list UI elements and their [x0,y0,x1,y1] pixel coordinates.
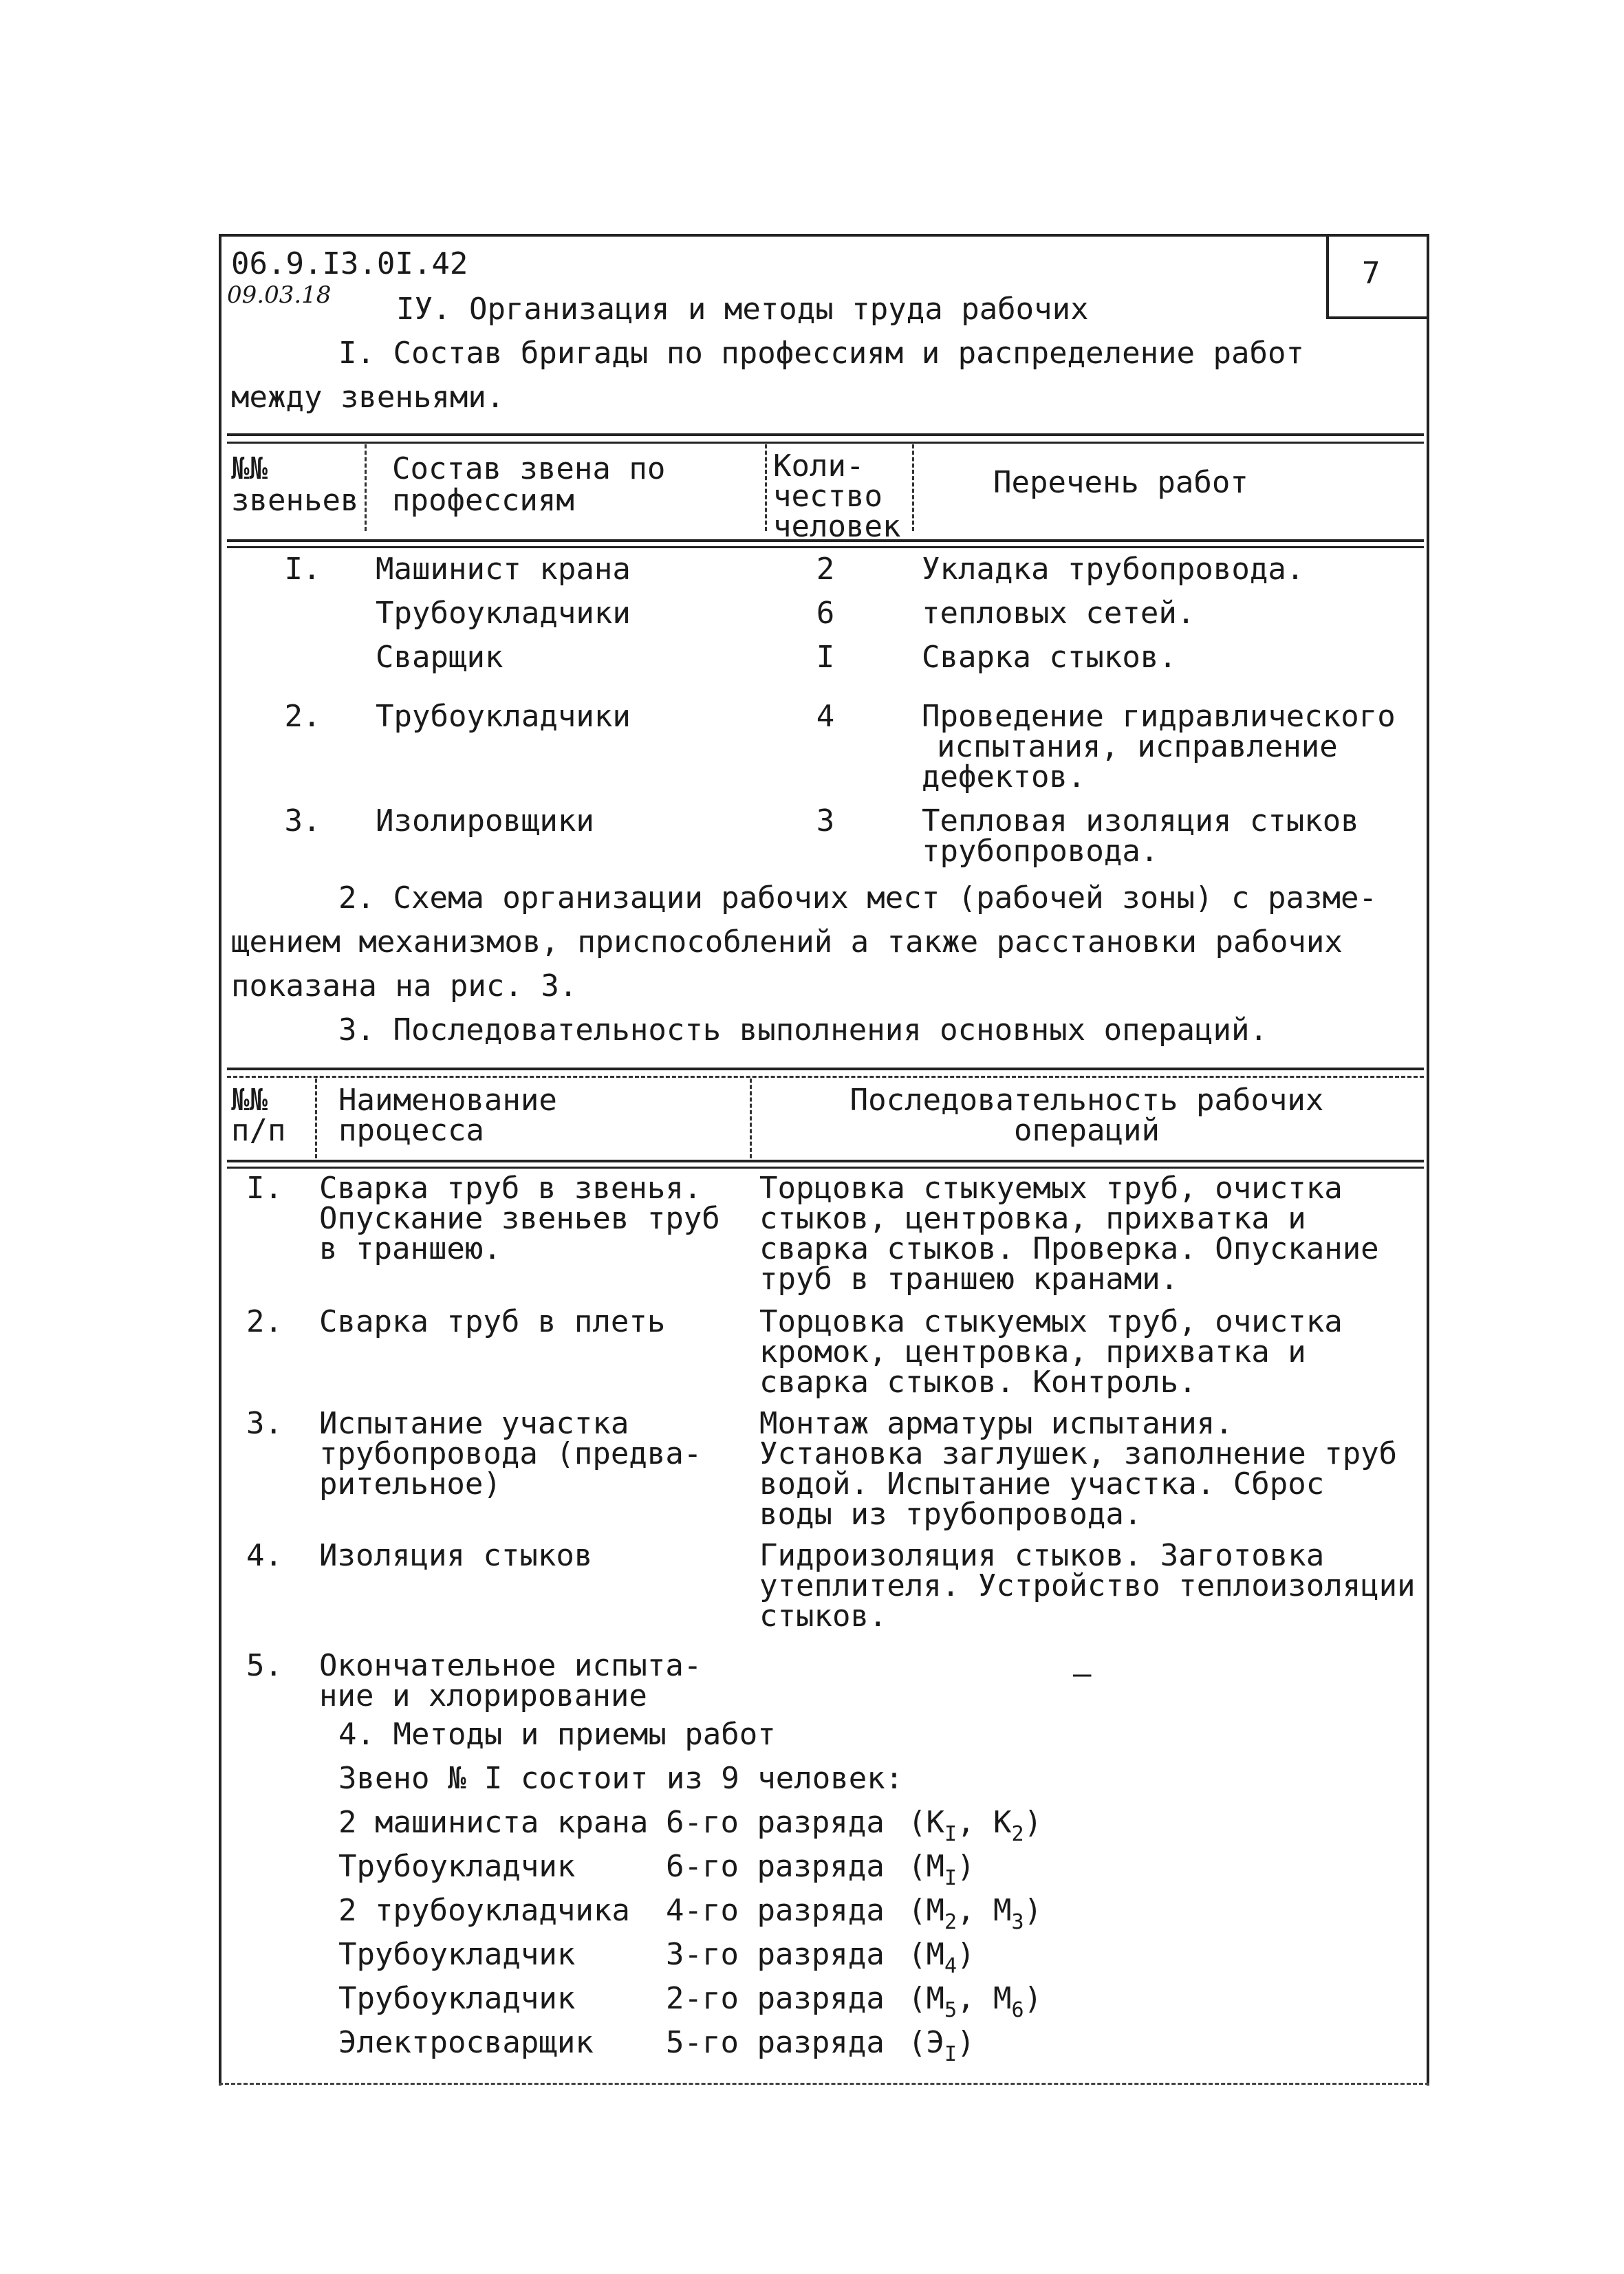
worker-grade: 5-го разряда [666,2025,885,2060]
table1-top-rule [227,433,1424,436]
table2-cell-ops-l2: утеплителя. Устройство теплоизоляции [759,1568,1416,1603]
para4-title: 4. Методы и приемы работ [338,1717,776,1752]
table1-cell-work-l2: трубопровода. [922,834,1159,869]
table1-header-rule-2 [227,546,1424,548]
worker-code: ($М_2$, $М_3$) [908,1893,1043,1934]
table2-cell-process-l1: Испытание участка [319,1406,629,1441]
table2-cell-process-l1: Изоляция стыков [319,1538,593,1573]
table1-col-divider-2 [765,444,767,531]
table2-cell-ops-l4: труб в траншею кранами. [759,1261,1179,1297]
handwritten-date: 09.03.18 [227,281,332,309]
table1-cell-work-l1: Проведение гидравлического [922,699,1396,734]
table1-cell-profession: Сварщик [376,640,504,675]
table1-cell-num: 3. [284,803,321,838]
table1-cell-work-l3: дефектов. [922,759,1086,794]
table2-cell-ops-l3: водой. Испытание участка. Сброс [759,1466,1325,1502]
worker-who: Трубоукладчик [338,1937,576,1972]
table2-cell-num: 2. [246,1304,283,1339]
worker-who: Трубоукладчик [338,1981,576,2016]
worker-grade: 6-го разряда [666,1805,885,1840]
table1-header-num-l1: №№ [231,451,268,486]
page-number: 7 [1362,256,1381,291]
table1-header-rule [227,539,1424,542]
table1-col-divider-1 [365,444,367,531]
worker-grade: 6-го разряда [666,1849,885,1884]
worker-code: ($К_I$, $К_2$) [908,1805,1043,1846]
table1-cell-count: I [816,640,835,675]
para3-heading: 3. Последовательность выполнения основных операций. [338,1013,1268,1048]
worker-who: Электросварщик [338,2025,594,2060]
table2-cell-process-l1: Сварка труб в звенья. [319,1171,702,1206]
table1-cell-profession: Трубоукладчики [376,699,631,734]
table2-cell-ops-l1: Торцовка стыкуемых труб, очистка [759,1304,1343,1339]
table2-cell-ops-l2: стыков, центровка, прихватка и [759,1201,1306,1236]
table2-header-proc-l1: Наименование [338,1083,557,1118]
table1-cell-work-l2: испытания, исправление [937,729,1338,764]
worker-who: 2 трубоукладчика [338,1893,630,1928]
table2-cell-num: 4. [246,1538,283,1573]
table1-cell-count: 4 [816,699,835,734]
doc-code: 06.9.I3.0I.42 [231,246,468,281]
para2-line1: 2. Схема организации рабочих мест (рабочей зоны) с разме- [338,880,1377,916]
table2-cell-ops-dash: – [1073,1656,1092,1691]
worker-code: $(М_I)$ [908,1849,975,1890]
worker-who: 2 машиниста крана [338,1805,649,1840]
table2-cell-ops-l1: Монтаж арматуры испытания. [759,1406,1233,1441]
table1-header-prof-l2: профессиям [392,483,574,518]
table2-cell-process-l2: ние и хлорирование [319,1678,647,1713]
para2-line3: показана на рис. 3. [231,968,578,1004]
table2-cell-ops-l3: сварка стыков. Контроль. [759,1365,1197,1400]
table2-header-proc-l2: процесса [338,1113,484,1148]
table1-top-rule-2 [227,442,1424,444]
table2-header-ops-l2: операций [1014,1113,1160,1148]
table1-cell-profession: Машинист крана [376,552,631,587]
worker-grade: 4-го разряда [666,1893,885,1928]
para2-line2: щением механизмов, приспособлений а также расстановки рабочих [231,924,1343,960]
table2-cell-num: 5. [246,1648,283,1683]
table2-cell-process-l3: рительное) [319,1466,501,1502]
table1-cell-profession: Изолировщики [376,803,594,838]
table2-cell-ops-l1: Гидроизоляция стыков. Заготовка [759,1538,1325,1573]
table1-header-prof-l1: Состав звена по [392,451,666,486]
worker-who: Трубоукладчик [338,1849,576,1884]
para1-line1: I. Состав бригады по профессиям и распределение работ [338,336,1304,371]
table2-cell-num: 3. [246,1406,283,1441]
table2-header-rule [227,1160,1424,1162]
section-title: IУ. Организация и методы труда рабочих [396,292,1089,327]
table2-header-ops-l1: Последовательность рабочих [849,1083,1324,1118]
table2-cell-process-l1: Сварка труб в плеть [319,1304,666,1339]
table2-cell-num: I. [246,1171,283,1206]
table2-cell-ops-l2: Установка заглушек, заполнение труб [759,1436,1398,1471]
table2-col-divider-2 [750,1079,752,1158]
para1-line2: между звеньями. [231,380,505,415]
table2-cell-process-l2: трубопровода (предва- [319,1436,702,1471]
table1-cell-work: тепловых сетей. [922,596,1195,631]
table2-top-rule-2 [227,1076,1424,1078]
table1-header-count-l2: чество [773,479,883,514]
worker-grade: 3-го разряда [666,1937,885,1972]
table1-cell-work-l1: Тепловая изоляция стыков [922,803,1359,838]
table1-col-divider-3 [912,444,914,531]
para4-intro: Звено № I состоит из 9 человек: [338,1761,904,1796]
table1-cell-count: 3 [816,803,835,838]
table1-header-num-l2: звеньев [231,483,359,518]
table2-cell-ops-l3: сварка стыков. Проверка. Опускание [759,1231,1379,1266]
table2-cell-process-l3: в траншею. [319,1231,501,1266]
table1-cell-num: 2. [284,699,321,734]
table2-cell-ops-l1: Торцовка стыкуемых труб, очистка [759,1171,1343,1206]
table1-header-count-l3: человек [773,509,901,544]
worker-code: ($М_5$, $М_6$) [908,1981,1043,2022]
worker-code: $(Э_I)$ [908,2025,975,2066]
table2-cell-ops-l3: стыков. [759,1599,887,1634]
table1-cell-work: Укладка трубопровода. [922,552,1305,587]
table2-col-divider-1 [315,1079,317,1158]
worker-grade: 2-го разряда [666,1981,885,2016]
table1-header-works: Перечень работ [993,465,1248,500]
table1-cell-count: 2 [816,552,835,587]
worker-code: $(М_4)$ [908,1937,975,1978]
table2-header-num-l2: п/п [231,1113,286,1148]
table2-header-rule-2 [227,1167,1424,1169]
table1-header-count-l1: Коли- [773,448,865,484]
table1-cell-num: I. [284,552,321,587]
table2-cell-process-l2: Опускание звеньев труб [319,1201,720,1236]
table2-top-rule [227,1068,1424,1070]
table2-header-num-l1: №№ [231,1083,268,1118]
table2-cell-process-l1: Окончательное испыта- [319,1648,702,1683]
table2-cell-ops-l2: кромок, центровка, прихватка и [759,1334,1306,1369]
table1-cell-work: Сварка стыков. [922,640,1177,675]
frame-bottom-line [219,2083,1429,2085]
table2-cell-ops-l4: воды из трубопровода. [759,1497,1143,1532]
table1-cell-count: 6 [816,596,835,631]
table1-cell-profession: Трубоукладчики [376,596,631,631]
